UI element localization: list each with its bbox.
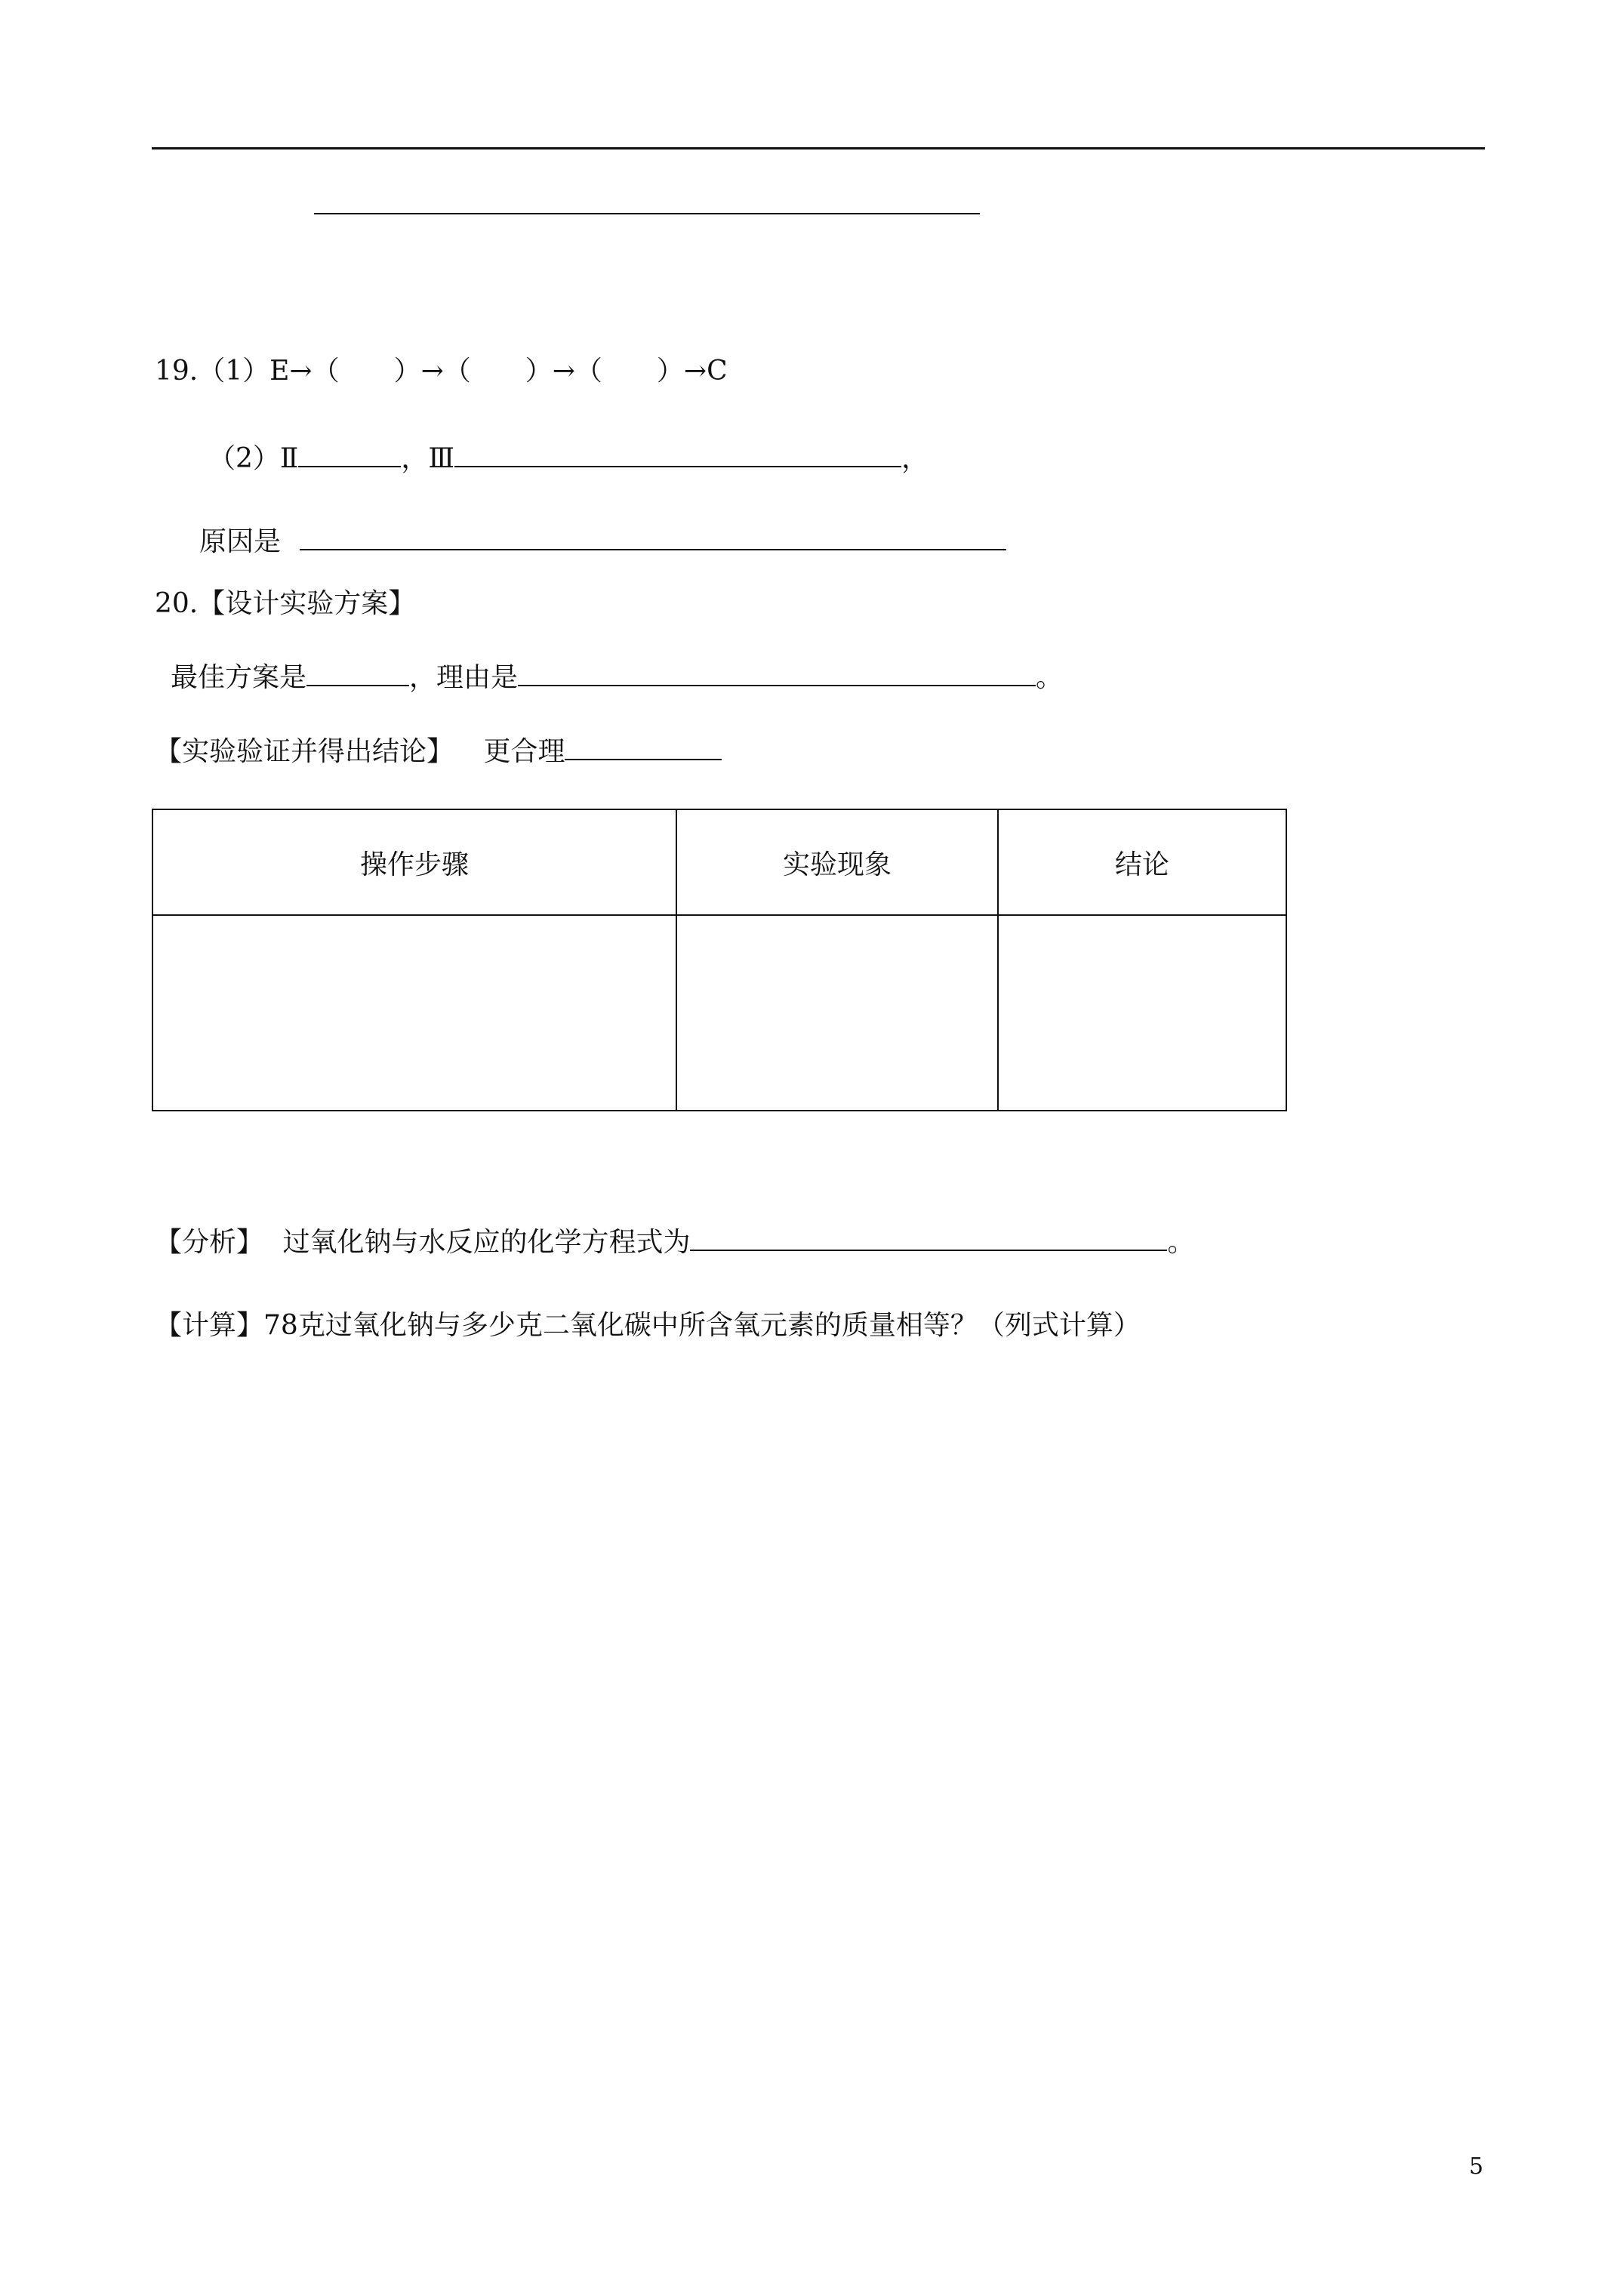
q19-blank-reason[interactable] — [300, 526, 1006, 550]
q20-analysis-label: 【分析】 — [155, 1227, 264, 1258]
q20-sentence-end: 。 — [1036, 662, 1064, 693]
q20-blank-equation[interactable] — [690, 1227, 1167, 1251]
q20-heading: 20.【设计实验方案】 — [155, 588, 416, 619]
q19-blank-III[interactable] — [454, 443, 901, 467]
q20-reason-label: ，理由是 — [409, 662, 519, 693]
table-cell-steps[interactable] — [152, 915, 676, 1111]
table-cell-phenomenon[interactable] — [676, 915, 998, 1111]
answer-line-carryover — [314, 213, 980, 214]
q20-analysis-end: 。 — [1167, 1227, 1195, 1258]
q20-blank-reason[interactable] — [518, 662, 1036, 686]
q19-part2-prefix: （2）Ⅱ — [208, 443, 299, 474]
q19-blank-II[interactable] — [298, 443, 401, 467]
q19-part2-mid: ，Ⅲ — [401, 443, 455, 474]
page-number: 5 — [1469, 2153, 1484, 2180]
table-row — [152, 915, 1286, 1111]
q20-blank-more-reasonable[interactable] — [565, 736, 722, 760]
q20-best-plan — [171, 661, 1063, 695]
q20-analysis-text: 过氧化钠与水反应的化学方程式为 — [282, 1227, 691, 1258]
table-header-row — [152, 809, 1286, 915]
table-header-steps: 操作步骤 — [152, 809, 676, 915]
header-rule — [152, 147, 1485, 149]
q19-part2-end: ， — [901, 443, 929, 474]
q20-calculation — [155, 1309, 1141, 1342]
table-header-phenomenon: 实验现象 — [676, 809, 998, 915]
q20-verify — [155, 735, 722, 769]
table-header-conclusion: 结论 — [998, 809, 1286, 915]
q20-more-reasonable: 更合理 — [483, 736, 565, 767]
experiment-table — [152, 809, 1287, 1111]
q20-calc-label: 【计算】 — [155, 1310, 264, 1341]
q19-reason — [199, 525, 1006, 559]
table-cell-conclusion[interactable] — [998, 915, 1286, 1111]
q19-part2 — [208, 442, 929, 476]
q19-part1: 19.（1）E→（ ）→（ ）→（ ）→C — [155, 356, 728, 387]
q20-analysis — [155, 1226, 1195, 1259]
q20-calc-text: 78克过氧化钠与多少克二氧化碳中所含氧元素的质量相等？（列式计算） — [263, 1310, 1141, 1341]
q19-reason-label: 原因是 — [199, 526, 282, 557]
q20-verify-label: 【实验验证并得出结论】 — [155, 736, 454, 767]
q20-best-plan-label: 最佳方案是 — [171, 662, 307, 693]
q20-blank-plan[interactable] — [306, 662, 409, 686]
